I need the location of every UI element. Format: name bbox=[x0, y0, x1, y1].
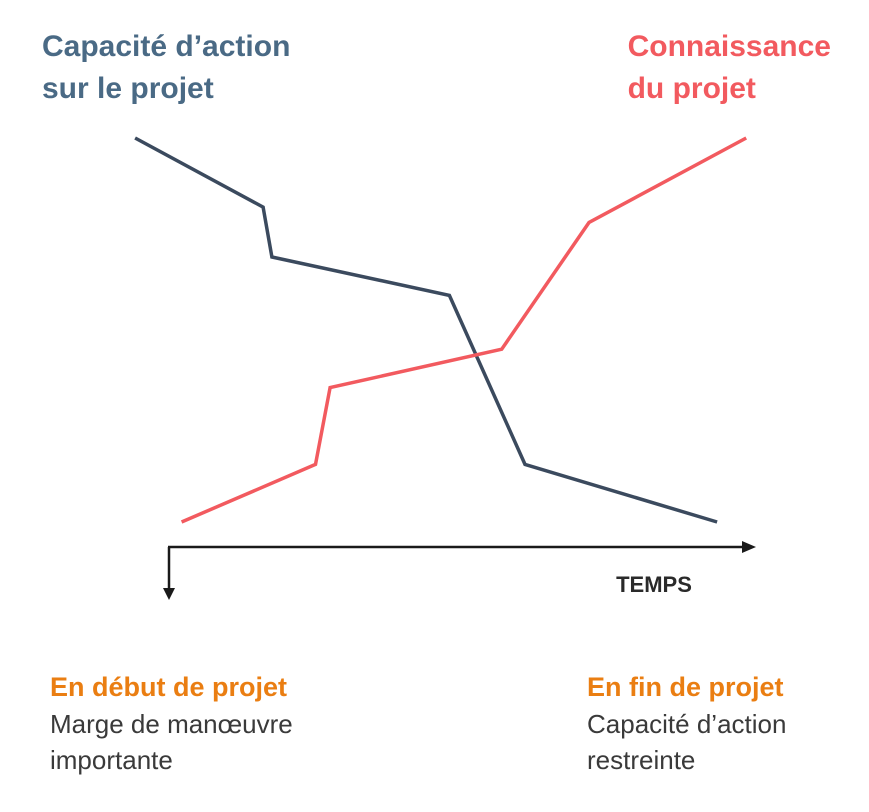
x-axis-arrowhead bbox=[742, 541, 756, 553]
end-note-line-1: Capacité d’action bbox=[587, 709, 787, 739]
start-note-heading: En début de projet bbox=[50, 672, 288, 702]
knowledge-title-line-2: du projet bbox=[627, 72, 756, 105]
capacity-title-line-1: Capacité d’action bbox=[42, 30, 291, 63]
start-tick-arrowhead bbox=[163, 588, 175, 600]
end-note-heading: En fin de projet bbox=[587, 672, 784, 702]
axis-layer bbox=[163, 541, 756, 600]
series-layer bbox=[135, 138, 746, 522]
start-note bbox=[50, 668, 293, 778]
series-line-capacity bbox=[135, 138, 717, 522]
end-note bbox=[587, 668, 786, 778]
knowledge-title-line-1: Connaissance bbox=[627, 30, 831, 63]
start-note-line-1: Marge de manœuvre bbox=[50, 709, 293, 739]
start-note-line-2: importante bbox=[50, 745, 173, 775]
x-axis-label: TEMPS bbox=[616, 572, 692, 597]
capacity-title-line-2: sur le projet bbox=[42, 72, 214, 105]
end-note-line-2: restreinte bbox=[587, 745, 696, 775]
